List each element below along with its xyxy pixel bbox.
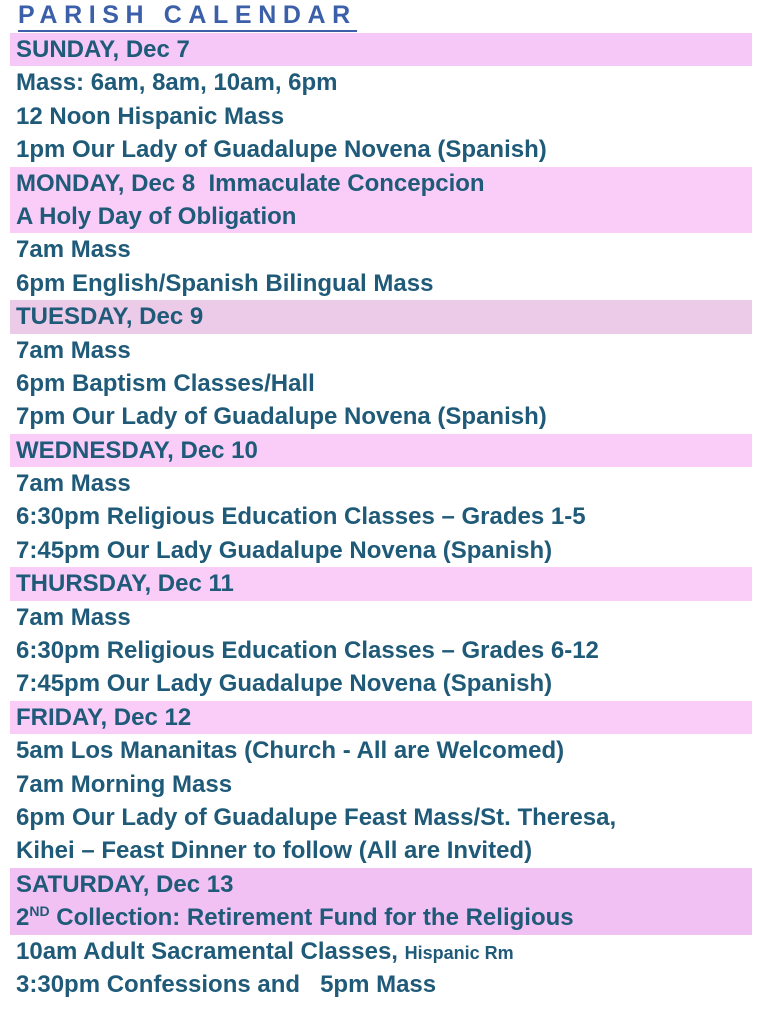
list-item: Kihei – Feast Dinner to follow (All are Invited) — [16, 837, 533, 865]
day-header-monday: MONDAY, Dec 8 Immaculate Concepcion — [10, 167, 752, 200]
list-item: 7am Morning Mass — [16, 770, 233, 798]
list-item: 7:45pm Our Lady Guadalupe Novena (Spanish) — [16, 670, 553, 698]
collection-number: 2 — [16, 904, 30, 932]
collection-notice — [10, 901, 752, 934]
collection-text: Collection: Retirement Fund for the Religious — [49, 904, 574, 932]
list-item: 12 Noon Hispanic Mass — [16, 102, 285, 130]
list-item: 6:30pm Religious Education Classes – Grades 1-5 — [16, 503, 586, 531]
list-item: 3:30pm Confessions and 5pm Mass — [16, 970, 437, 998]
day-header-saturday: SATURDAY, Dec 13 — [10, 868, 752, 901]
list-item: 6pm English/Spanish Bilingual Mass — [16, 269, 434, 297]
day-header-tuesday: TUESDAY, Dec 9 — [10, 300, 752, 333]
list-item-location: Hispanic Rm — [404, 942, 514, 963]
list-item: 7am Mass — [16, 603, 131, 631]
list-item: 7am Mass — [16, 236, 131, 264]
list-item: 7:45pm Our Lady Guadalupe Novena (Spanish) — [16, 536, 553, 564]
calendar-list — [10, 33, 752, 1001]
page-title: PARISH CALENDAR — [18, 0, 357, 32]
list-item — [10, 935, 752, 968]
collection-superscript: ND — [29, 903, 50, 920]
list-item: 5am Los Mananitas (Church - All are Welcomed) — [16, 737, 565, 765]
list-item: 6pm Our Lady of Guadalupe Feast Mass/St. Theresa, — [16, 803, 617, 831]
list-item: 7am Mass — [16, 470, 131, 498]
list-item: 7pm Our Lady of Guadalupe Novena (Spanish) — [16, 403, 547, 431]
day-header-friday: FRIDAY, Dec 12 — [10, 701, 752, 734]
list-item: 7am Mass — [16, 336, 131, 364]
day-header-thursday: THURSDAY, Dec 11 — [10, 567, 752, 600]
list-item: 1pm Our Lady of Guadalupe Novena (Spanish) — [16, 136, 547, 164]
list-item: Mass: 6am, 8am, 10am, 6pm — [16, 69, 338, 97]
list-item-main: 10am Adult Sacramental Classes, — [16, 937, 405, 965]
day-header-sunday: SUNDAY, Dec 7 — [10, 33, 752, 66]
day-header-monday-subtitle: A Holy Day of Obligation — [10, 200, 752, 233]
list-item: 6pm Baptism Classes/Hall — [16, 369, 315, 397]
day-header-wednesday: WEDNESDAY, Dec 10 — [10, 434, 752, 467]
list-item: 6:30pm Religious Education Classes – Grades 6-12 — [16, 637, 599, 665]
